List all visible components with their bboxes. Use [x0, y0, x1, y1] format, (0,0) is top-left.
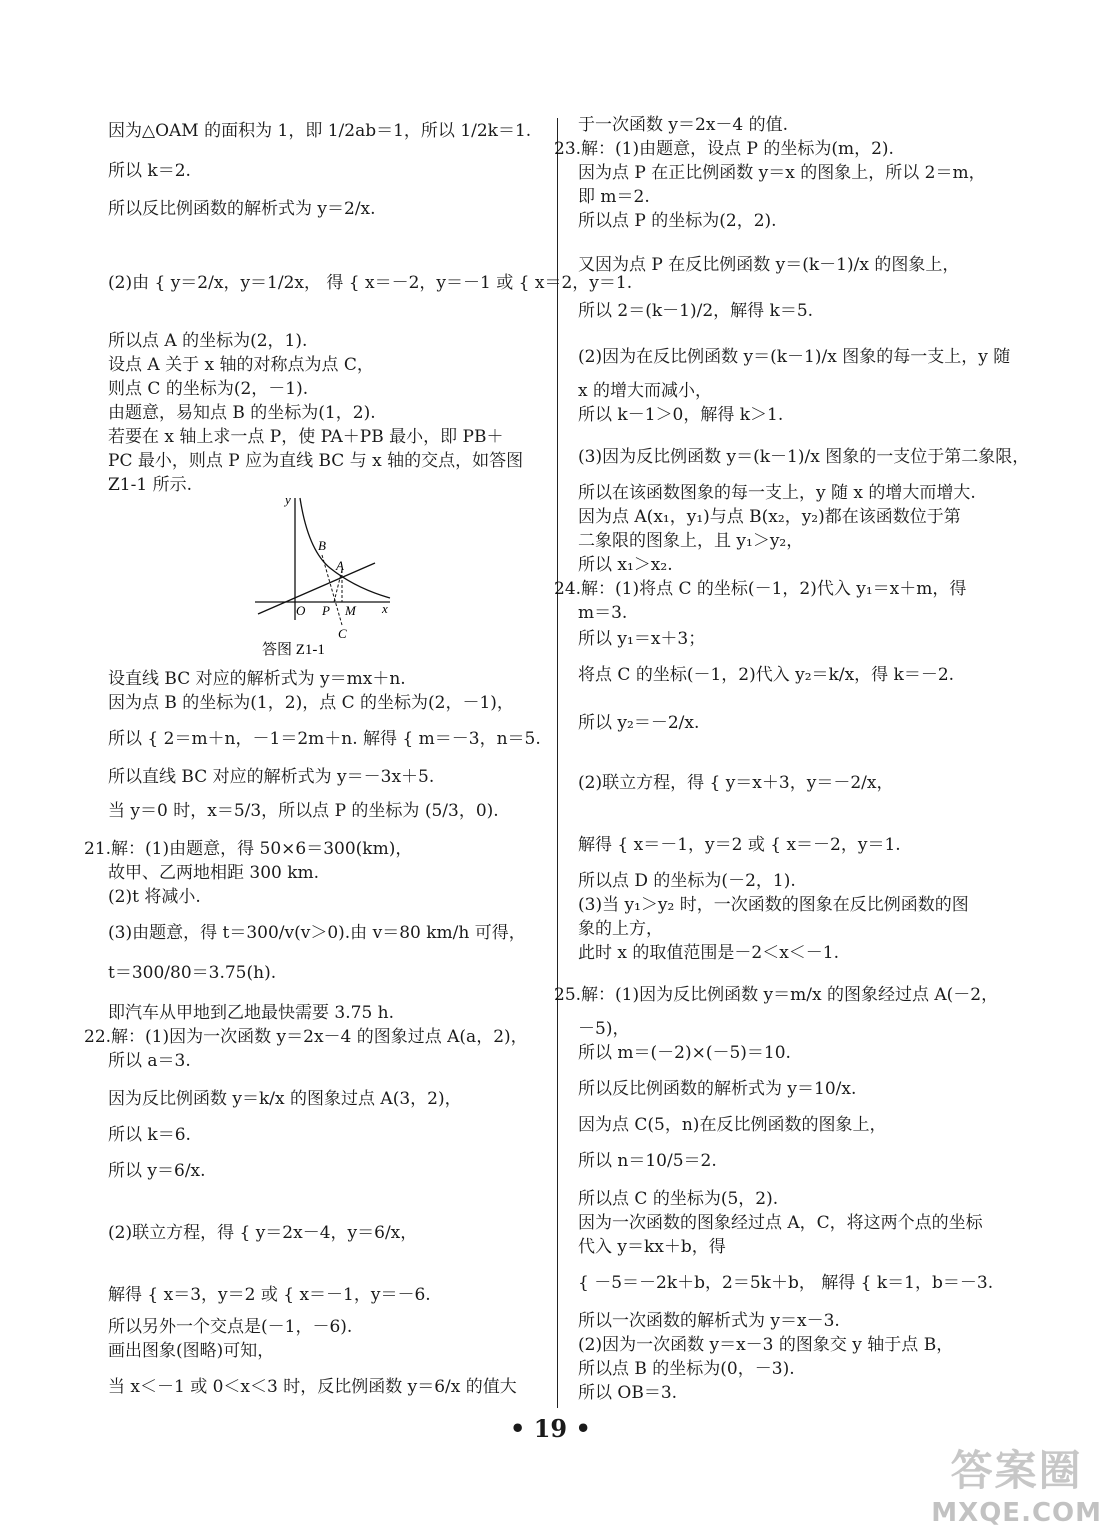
text-line: 设直线 BC 对应的解析式为 y＝mx＋n.: [108, 669, 406, 689]
text-line: (3)由题意，得 t＝300/v(v＞0).由 v＝80 km/h 可得，: [108, 923, 526, 943]
text-line: 将点 C 的坐标(－1，2)代入 y₂＝k/x，得 k＝－2.: [578, 665, 955, 685]
text-line: 当 y＝0 时，x＝5/3，所以点 P 的坐标为 (5/3，0).: [108, 801, 499, 821]
text-line: 所以 n＝10/5＝2.: [578, 1151, 717, 1171]
fig-label-y: y: [285, 492, 291, 507]
text-line: 所以 k＝6.: [108, 1125, 191, 1145]
text-line: 21.解：(1)由题意，得 50×6＝300(km)，: [84, 839, 413, 859]
text-line: (2)t 将减小.: [108, 887, 201, 907]
figure-z1-1: [250, 490, 400, 660]
text-line: PC 最小，则点 P 应为直线 BC 与 x 轴的交点，如答图: [108, 451, 524, 471]
text-line: 所以 y₂＝－2/x.: [578, 713, 700, 733]
text-line: 所以 a＝3.: [108, 1051, 191, 1071]
text-line: 二象限的图象上，且 y₁＞y₂，: [578, 531, 804, 551]
text-line: { －5＝－2k＋b，2＝5k＋b， 解得 { k＝1，b＝－3.: [578, 1273, 994, 1293]
fig-label-p: P: [322, 603, 330, 618]
text-line: 因为点 P 在正比例函数 y＝x 的图象上，所以 2＝m，: [578, 163, 986, 183]
text-line: 所以在该函数图象的每一支上，y 随 x 的增大而增大.: [578, 483, 976, 503]
text-line: (2)联立方程，得 { y＝x＋3，y＝－2/x，: [578, 773, 894, 793]
text-line: (3)当 y₁＞y₂ 时，一次函数的图象在反比例函数的图: [578, 895, 969, 915]
page-number: • 19 •: [510, 1414, 591, 1443]
text-line: (2)因为在反比例函数 y＝(k－1)/x 图象的每一支上，y 随: [578, 347, 1011, 367]
fig-label-o: O: [296, 603, 306, 618]
text-line: 即 m＝2.: [578, 187, 650, 207]
text-line: 因为一次函数的图象经过点 A，C，将这两个点的坐标: [578, 1213, 983, 1233]
text-line: (2)联立方程，得 { y＝2x－4，y＝6/x，: [108, 1223, 418, 1243]
text-line: 所以 k＝2.: [108, 161, 191, 181]
text-line: 所以点 B 的坐标为(0，－3).: [578, 1359, 795, 1379]
text-line: 又因为点 P 在反比例函数 y＝(k－1)/x 的图象上，: [578, 255, 960, 275]
text-line: 设点 A 关于 x 轴的对称点为点 C，: [108, 355, 374, 375]
text-line: 则点 C 的坐标为(2，－1).: [108, 379, 309, 399]
text-line: 因为△OAM 的面积为 1，即 1/2ab＝1，所以 1/2k＝1.: [108, 121, 532, 141]
text-line: 所以 m＝(－2)×(－5)＝10.: [578, 1043, 791, 1063]
text-line: 所以 k－1＞0，解得 k＞1.: [578, 405, 784, 425]
text-line: 当 x＜－1 或 0＜x＜3 时，反比例函数 y＝6/x 的值大: [108, 1377, 517, 1397]
watermark-logo: [931, 1438, 1102, 1528]
text-line: 所以另外一个交点是(－1，－6).: [108, 1317, 353, 1337]
fig-label-x: x: [382, 601, 388, 616]
text-line: 即汽车从甲地到乙地最快需要 3.75 h.: [108, 1003, 395, 1023]
text-line: Z1-1 所示.: [108, 475, 192, 495]
text-line: x 的增大而减小，: [578, 381, 712, 401]
dashed-p-a: [334, 570, 342, 602]
text-line: 故甲、乙两地相距 300 km.: [108, 863, 320, 883]
text-line: 代入 y＝kx＋b，得: [578, 1237, 726, 1257]
text-line: 所以点 P 的坐标为(2，2).: [578, 211, 777, 231]
text-line: 所以 { 2＝m＋n，－1＝2m＋n. 解得 { m＝－3，n＝5.: [108, 729, 541, 749]
watermark-bottom-text: MXQE.COM: [931, 1498, 1102, 1528]
text-line: (2)因为一次函数 y＝x－3 的图象交 y 轴于点 B，: [578, 1335, 954, 1355]
text-line: 解得 { x＝3，y＝2 或 { x＝－1，y＝－6.: [108, 1285, 431, 1305]
text-line: 画出图象(图略)可知，: [108, 1341, 275, 1361]
text-line: 因为点 A(x₁，y₁)与点 B(x₂，y₂)都在该函数位于第: [578, 507, 961, 527]
text-line: 由题意，易知点 B 的坐标为(1，2).: [108, 403, 376, 423]
text-line: 于一次函数 y＝2x－4 的值.: [578, 115, 789, 135]
text-line: 23.解：(1)由题意，设点 P 的坐标为(m，2).: [554, 139, 894, 159]
text-line: 所以点 A 的坐标为(2，1).: [108, 331, 308, 351]
text-line: 象的上方，: [578, 919, 663, 939]
text-line: (3)因为反比例函数 y＝(k－1)/x 图象的一支位于第二象限，: [578, 447, 1030, 467]
text-line: －5)，: [578, 1019, 630, 1039]
text-line: (2)由 { y＝2/x，y＝1/2x， 得 { x＝－2，y＝－1 或 { x＝2，y＝1.: [108, 273, 633, 293]
text-line: 所以一次函数的解析式为 y＝x－3.: [578, 1311, 840, 1331]
text-line: t＝300/80＝3.75(h).: [108, 963, 277, 983]
text-line: 22.解：(1)因为一次函数 y＝2x－4 的图象过点 A(a，2)，: [84, 1027, 528, 1047]
text-line: 所以 2＝(k－1)/2，解得 k＝5.: [578, 301, 814, 321]
text-line: m＝3.: [578, 603, 628, 623]
text-line: 所以 x₁＞x₂.: [578, 555, 673, 575]
text-line: 所以 y＝6/x.: [108, 1161, 206, 1181]
watermark-top-text: 答案圈: [950, 1446, 1083, 1495]
fig-label-b: B: [318, 538, 326, 553]
text-line: 所以 OB＝3.: [578, 1383, 678, 1403]
text-line: 因为反比例函数 y＝k/x 的图象过点 A(3，2)，: [108, 1089, 462, 1109]
text-line: 24.解：(1)将点 C 的坐标(－1，2)代入 y₁＝x＋m，得: [554, 579, 967, 599]
text-line: 所以反比例函数的解析式为 y＝2/x.: [108, 199, 376, 219]
line-oa: [258, 563, 375, 614]
hyperbola-curve: [300, 498, 390, 598]
text-line: 所以点 C 的坐标为(5，2).: [578, 1189, 779, 1209]
text-line: 所以反比例函数的解析式为 y＝10/x.: [578, 1079, 857, 1099]
text-line: 25.解：(1)因为反比例函数 y＝m/x 的图象经过点 A(－2，: [554, 985, 999, 1005]
text-line: 所以直线 BC 对应的解析式为 y＝－3x＋5.: [108, 767, 435, 787]
text-line: 因为点 B 的坐标为(1，2)，点 C 的坐标为(2，－1)，: [108, 693, 514, 713]
text-line: 解得 { x＝－1，y＝2 或 { x＝－2，y＝1.: [578, 835, 901, 855]
fig-label-m: M: [345, 603, 356, 618]
text-line: 所以 y₁＝x＋3；: [578, 629, 706, 649]
fig-label-a: A: [336, 558, 344, 573]
figure-caption: 答图 Z1-1: [262, 642, 325, 658]
text-line: 因为点 C(5，n)在反比例函数的图象上，: [578, 1115, 887, 1135]
text-line: 若要在 x 轴上求一点 P，使 PA＋PB 最小，即 PB＋: [108, 427, 504, 447]
fig-label-c: C: [338, 626, 347, 641]
text-line: 此时 x 的取值范围是－2＜x＜－1.: [578, 943, 840, 963]
column-divider: [557, 118, 558, 1408]
text-line: 所以点 D 的坐标为(－2，1).: [578, 871, 796, 891]
